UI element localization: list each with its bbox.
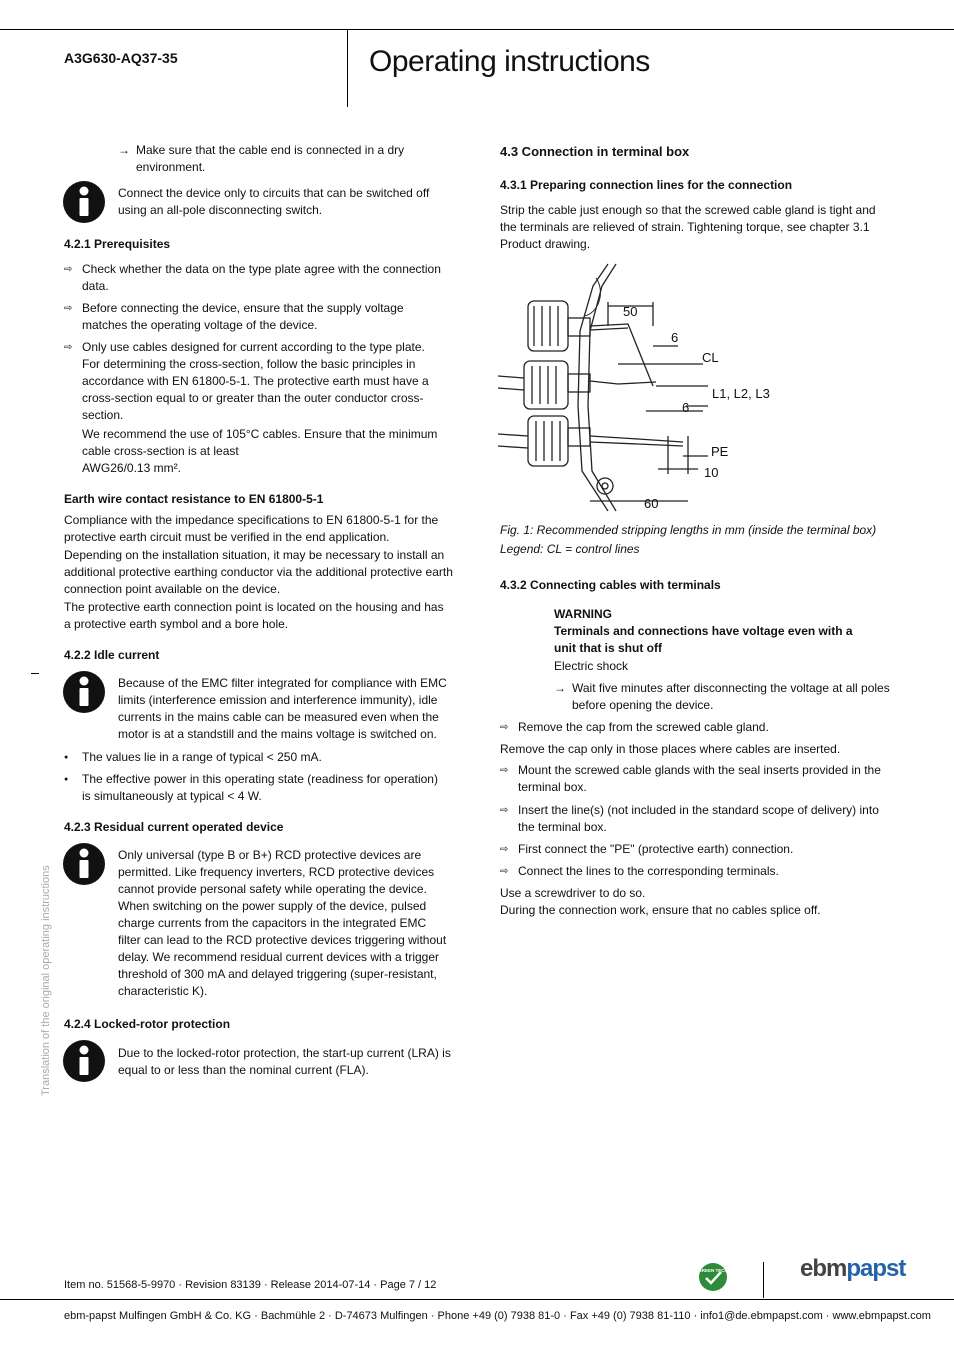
rcd-heading: 4.2.3 Residual current operated device [64,820,284,834]
list-item: ● The effective power in this operating state (readiness for operation) is simultaneously at typical < 4 W. [64,772,438,803]
info-icon [62,1039,106,1083]
dry-env-step [118,142,418,176]
bullet-icon: ● [64,776,69,783]
step-arrow-icon: ⇨ [500,722,509,733]
warning-hazard: Electric shock [554,659,629,673]
idle-heading: 4.2.2 Idle current [64,648,160,662]
cap-note: Remove the cap only in those places where cables are inserted. [500,742,841,756]
dim-10: 10 [704,465,719,480]
dim-50: 50 [623,304,638,319]
sub2-heading: 4.3.2 Connecting cables with terminals [500,578,721,592]
sub1-para: Strip the cable just enough so that the screwed cable gland is tight and the terminals are relieved of strain. Tightening torque, see chapter 3.1 Product drawing. [500,203,876,251]
list-item: ⇨ Only use cables designed for current according to the type plate. [64,340,425,354]
warning-line: Terminals and connections have voltage even with a unit that is shut off [554,624,853,655]
step-arrow-icon: ⇨ [500,844,509,855]
warning-title: WARNING [554,607,612,621]
locked-note: Due to the locked-rotor protection, the start-up current (LRA) is equal to or less than the nominal current (FLA). [118,1046,451,1077]
footer-rule [0,1299,954,1300]
green-tech-badge [698,1262,728,1292]
step-arrow-icon: ⇨ [500,805,509,816]
rcd-note: Only universal (type B or B+) RCD protective devices are permitted. Like frequency inverters, RCD protective devices cannot provide personal safety while operating the device. When switching on the power supply of the device, pulsed charge currents from the capacitors in the integrated EMC filter can lead to the RCD protective devices triggering without delay. We recommend residual current devices with a trigger threshold of 300 mA and delayed triggering (super-resistant, characteristic K). [118,848,447,998]
footer-address: ebm-papst Mulfingen GmbH & Co. KG · Bachmühle 2 · D-74673 Mulfingen · Phone +49 (0) 7938 81-0 · Fax +49 (0) 7938 81-110 · info1@de.ebmpapst.com · www.ebmpapst.com [64,1310,931,1322]
label-cl: CL [702,350,719,365]
step-arrow-icon: ⇨ [500,866,509,877]
footer-logo-divider [763,1262,764,1298]
list-item: ● The values lie in a range of typical < 250 mA. [64,750,322,764]
step-arrow-icon: ⇨ [64,303,73,314]
earth-heading: Earth wire contact resistance to EN 61800-5-1 [64,492,324,506]
list-item: ⇨ Insert the line(s) (not included in the standard scope of delivery) into the terminal box. [500,803,879,834]
list-item: ⇨ Mount the screwed cable glands with the seal inserts provided in the terminal box. [500,763,881,794]
list-item: ⇨ Check whether the data on the type plate agree with the connection data. [64,262,441,293]
info-icon [62,670,106,714]
fig-caption: Fig. 1: Recommended stripping lengths in mm (inside the terminal box) [500,523,877,537]
list-item: ⇨ Before connecting the device, ensure that the supply voltage matches the operating voltage of the device. [64,301,404,332]
section-heading: 4.3 Connection in terminal box [500,144,690,159]
header-top-rule [0,29,954,30]
list-item: ⇨ Remove the cap from the screwed cable gland. [500,720,769,734]
margin-mark [31,673,39,674]
closing-2: During the connection work, ensure that no cables splice off. [500,903,821,917]
sidebar-translation-note: Translation of the original operating instructions [40,865,52,1096]
prereq-awg: AWG26/0.13 mm². [82,461,181,475]
header-divider [347,29,348,107]
dim-6b: 6 [682,400,690,415]
list-item: ⇨ Connect the lines to the corresponding terminals. [500,864,779,878]
footer-item-info: Item no. 51568-5-9970 · Revision 83139 · Release 2014-07-14 · Page 7 / 12 [64,1279,437,1291]
fig-legend: Legend: CL = control lines [500,542,640,556]
step-arrow-icon: ⇨ [64,264,73,275]
page-title: Operating instructions [369,45,650,78]
model-number: A3G630-AQ37-35 [64,50,178,66]
label-l123: L1, L2, L3 [712,386,770,401]
earth-para-2: Depending on the installation situation, it may be necessary to install an additional protective earthing conductor via the additional protective earth connection point available on the device. [64,548,453,596]
earth-para-1: Compliance with the impedance specifications to EN 61800-5-1 for the protective earth circuit must be verified in the end application. [64,513,439,544]
locked-heading: 4.2.4 Locked-rotor protection [64,1017,231,1031]
dim-60: 60 [644,496,659,511]
dim-6a: 6 [671,330,679,345]
stripping-figure [498,256,788,518]
ebmpapst-logo: ebmpapst [800,1255,906,1282]
note-switch: Connect the device only to circuits that can be switched off using an all-pole disconnecting switch. [118,186,430,217]
warning-action: → Wait five minutes after disconnecting the voltage at all poles before opening the device. [554,681,890,712]
arrow-icon: → [118,143,130,157]
dry-env-text: Make sure that the cable end is connected in a dry environment. [136,143,405,174]
svg-text:GREEN TECH: GREEN TECH [698,1268,728,1273]
closing-1: Use a screwdriver to do so. [500,886,646,900]
info-icon [62,180,106,224]
prereq-heading: 4.2.1 Prerequisites [64,237,171,251]
list-item: ⇨ First connect the "PE" (protective earth) connection. [500,842,794,856]
idle-note: Because of the EMC filter integrated for compliance with EMC limits (interference emission and interference immunity), idle currents in the mains cable can be measured even when the motor is at a standstill and the mains voltage is switched on. [118,676,447,741]
prereq-cross-section: For determining the cross-section, follow the basic principles in accordance with EN 61800-5-1. The protective earth must have a cross-section equal to or greater than the outer conductor cross-section. [82,357,429,422]
sub1-heading: 4.3.1 Preparing connection lines for the connection [500,178,793,192]
bullet-icon: ● [64,754,69,761]
arrow-icon: → [554,681,566,695]
info-icon [62,842,106,886]
step-arrow-icon: ⇨ [500,765,509,776]
step-arrow-icon: ⇨ [64,342,73,353]
label-pe: PE [711,444,729,459]
prereq-cable-temp: We recommend the use of 105°C cables. Ensure that the minimum cable cross-section is at least [82,427,438,458]
earth-para-3: The protective earth connection point is located on the housing and has a protective earth symbol and a bore hole. [64,600,444,631]
